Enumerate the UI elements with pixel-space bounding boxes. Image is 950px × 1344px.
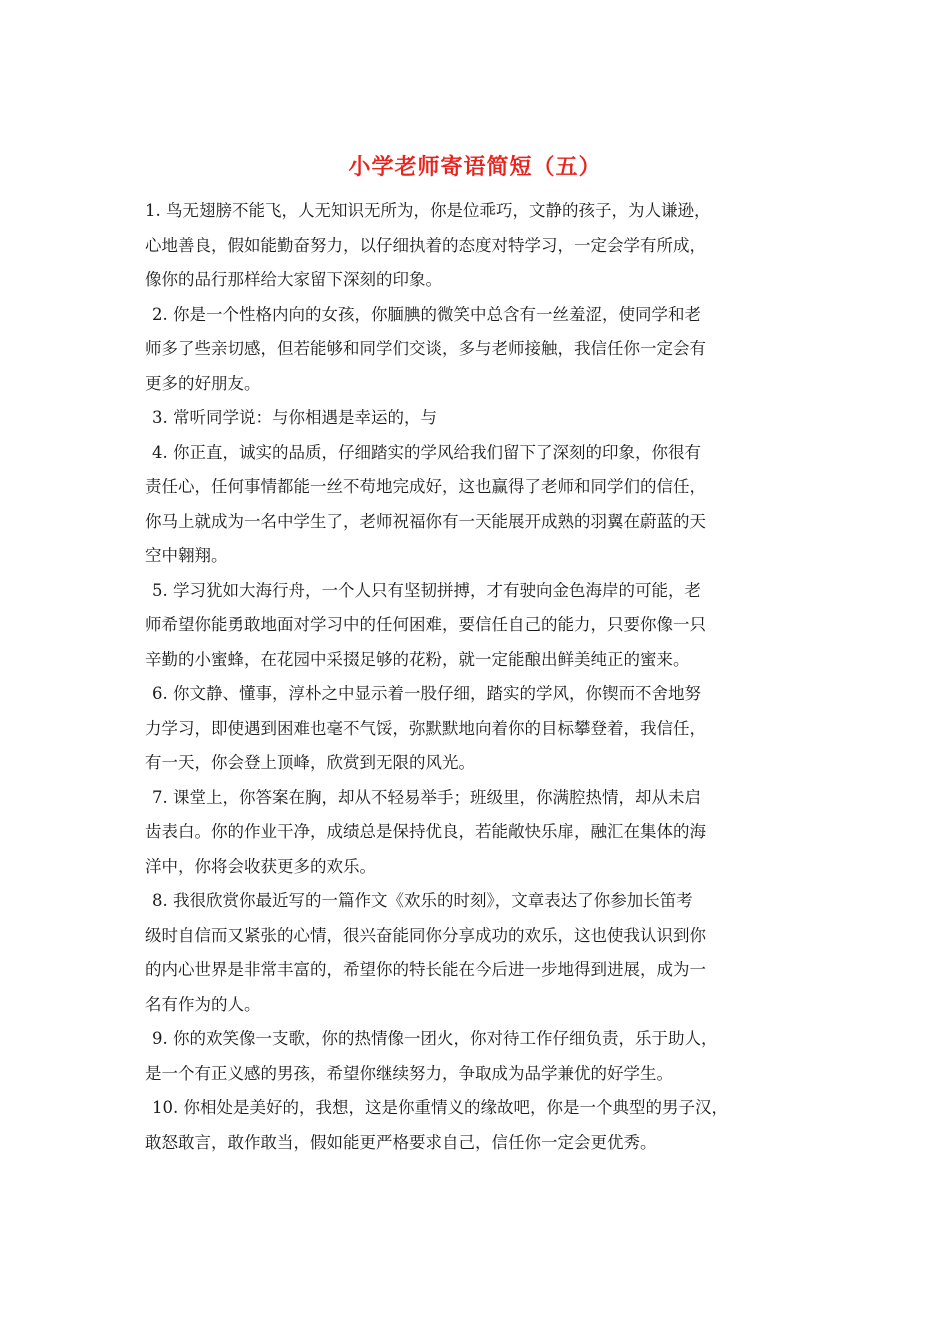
paragraph-line: 名有作为的人。	[145, 994, 261, 1014]
paragraph-10	[145, 1091, 815, 1160]
paragraph-1	[145, 194, 815, 298]
paragraph-line: 更多的好朋友。	[145, 373, 261, 393]
paragraph-4	[145, 436, 815, 574]
document-title: 小学老师寄语简短（五）	[348, 154, 602, 180]
paragraph-line: 是一个有正义感的男孩，希望你继续努力，争取成为品学兼优的好学生。	[145, 1063, 673, 1083]
paragraph-line: 5. 学习犹如大海行舟，一个人只有坚韧拼搏，才有驶向金色海岸的可能，老	[152, 580, 701, 600]
paragraph-line: 像你的品行那样给大家留下深刻的印象。	[145, 270, 442, 289]
paragraph-line: 空中翱翔。	[145, 546, 228, 565]
paragraph-line: 6. 你文静、懂事，淳朴之中显示着一股仔细，踏实的学风，你锲而不舍地努	[152, 684, 701, 703]
paragraph-line: 3. 常听同学说：与你相遇是幸运的，与	[152, 408, 437, 427]
paragraph-line: 心地善良，假如能勤奋努力，以仔细执着的态度对特学习，一定会学有所成，	[145, 235, 706, 255]
paragraph-line: 有一天，你会登上顶峰，欣赏到无限的风光。	[145, 753, 475, 772]
paragraph-line: 级时自信而又紧张的心情，很兴奋能同你分享成功的欢乐，这也使我认识到你	[145, 925, 706, 945]
paragraph-line: 7. 课堂上，你答案在胸，却从不轻易举手；班级里，你满腔热情，却从未启	[152, 787, 701, 807]
paragraph-line: 齿表白。你的作业干净，成绩总是保持优良，若能敞快乐扉，融汇在集体的海	[145, 822, 706, 841]
paragraph-line: 4. 你正直，诚实的品质，仔细踏实的学风给我们留下了深刻的印象，你很有	[152, 442, 701, 462]
document-body	[145, 194, 815, 1160]
paragraph-7	[145, 781, 815, 885]
paragraph-line: 9. 你的欢笑像一支歌，你的热情像一团火，你对待工作仔细负责，乐于助人，	[152, 1029, 718, 1048]
paragraph-line: 师多了些亲切感，但若能够和同学们交谈，多与老师接触，我信任你一定会有	[145, 339, 706, 358]
paragraph-line: 的内心世界是非常丰富的，希望你的特长能在今后进一步地得到进展，成为一	[145, 960, 706, 979]
paragraph-line: 洋中，你将会收获更多的欢乐。	[145, 856, 376, 876]
paragraph-line: 力学习，即使遇到困难也毫不气馁，弥默默地向着你的目标攀登着，我信任，	[145, 718, 706, 738]
paragraph-line: 2. 你是一个性格内向的女孩，你腼腆的微笑中总含有一丝羞涩，使同学和老	[152, 304, 701, 324]
paragraph-line: 敢怒敢言，敢作敢当，假如能更严格要求自己，信任你一定会更优秀。	[145, 1132, 657, 1152]
paragraph-5	[145, 574, 815, 678]
paragraph-8	[145, 884, 815, 1022]
paragraph-line: 责任心，任何事情都能一丝不苟地完成好，这也赢得了老师和同学们的信任，	[145, 477, 706, 496]
paragraph-line: 8. 我很欣赏你最近写的一篇作文《欢乐的时刻》，文章表达了你参加长笛考	[152, 891, 693, 910]
paragraph-line: 辛勤的小蜜蜂，在花园中采掇足够的花粉，就一定能酿出鲜美纯正的蜜来。	[145, 649, 690, 669]
paragraph-line: 1. 鸟无翅膀不能飞，人无知识无所为，你是位乖巧，文静的孩子，为人谦逊，	[145, 201, 711, 220]
paragraph-3	[145, 401, 815, 436]
paragraph-line: 你马上就成为一名中学生了，老师祝福你有一天能展开成熟的羽翼在蔚蓝的天	[145, 511, 706, 531]
paragraph-line: 10. 你相处是美好的，我想，这是你重情义的缘故吧，你是一个典型的男子汉，	[152, 1098, 728, 1117]
paragraph-line: 师希望你能勇敢地面对学习中的任何困难，要信任自己的能力，只要你像一只	[145, 615, 706, 634]
paragraph-6	[145, 677, 815, 781]
paragraph-2	[145, 298, 815, 402]
paragraph-9	[145, 1022, 815, 1091]
